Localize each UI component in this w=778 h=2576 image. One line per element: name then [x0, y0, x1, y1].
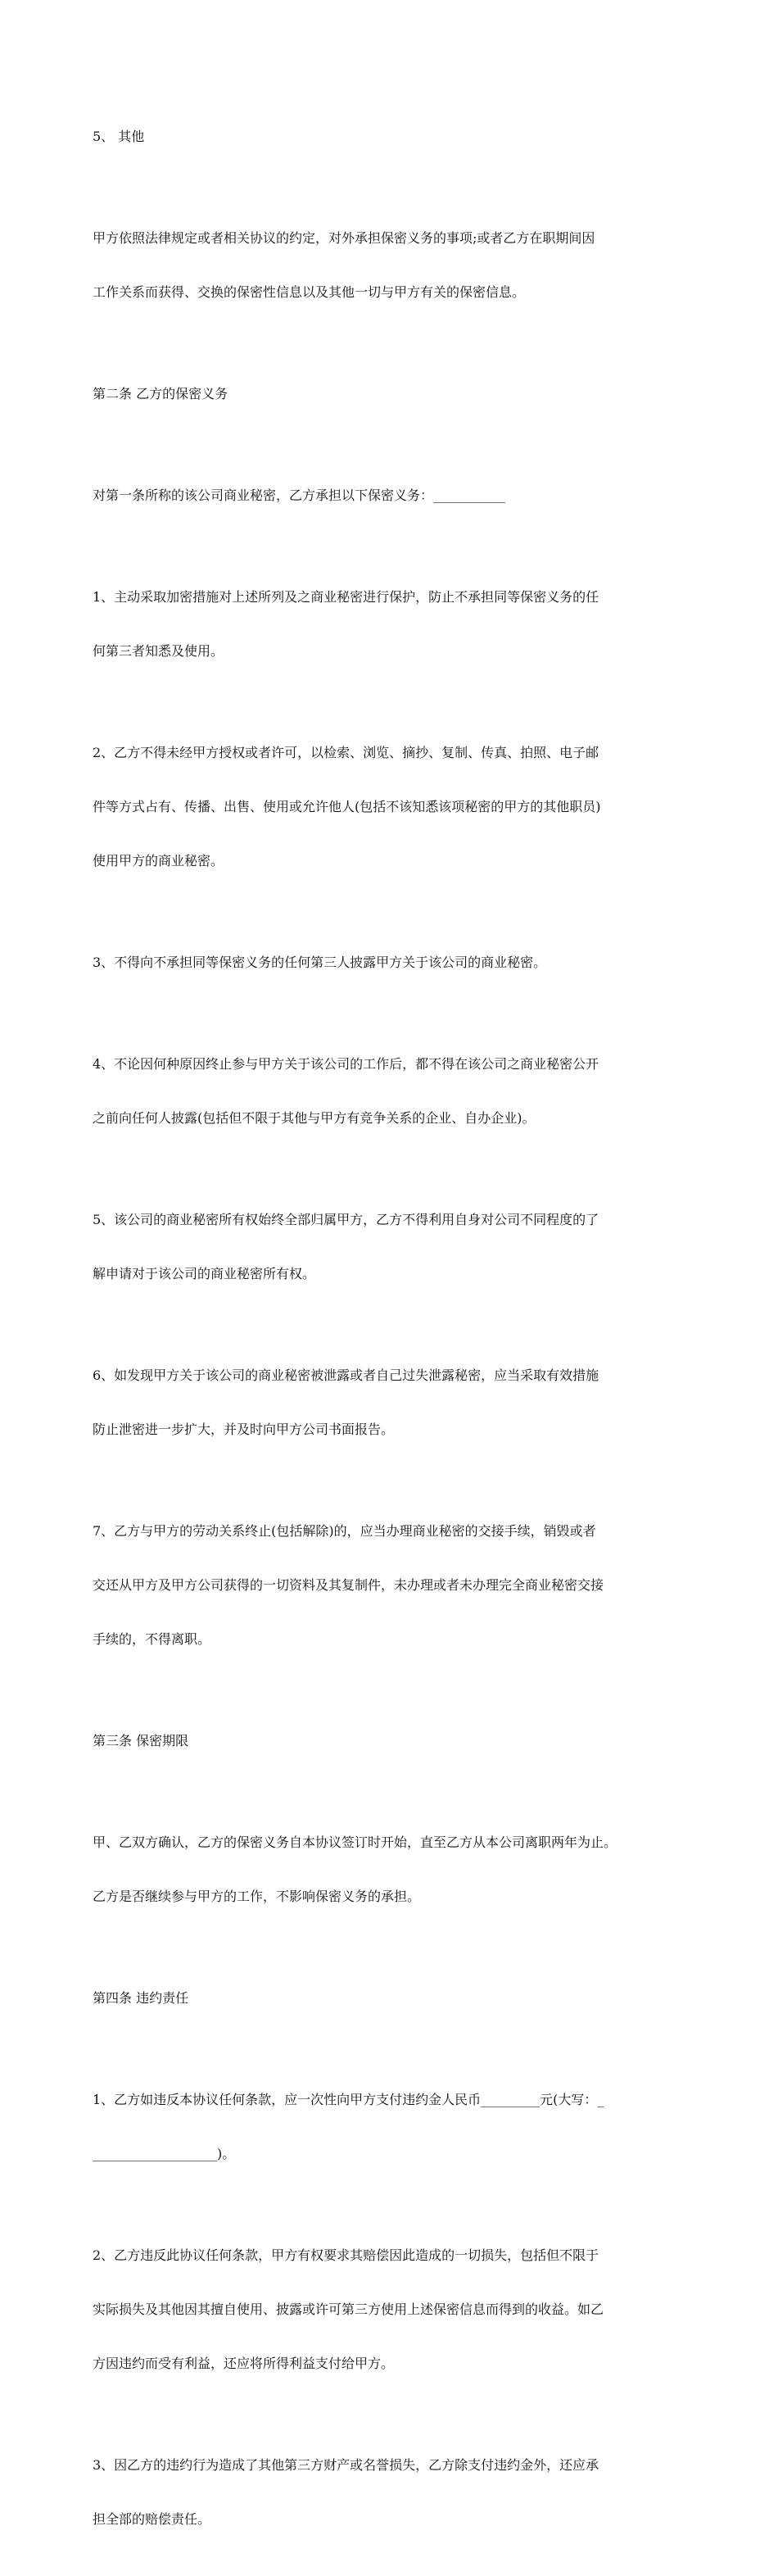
section-heading-other	[93, 92, 699, 182]
text-line: 甲、乙双方确认，乙方的保密义务自本协议签订时开始，直至乙方从本公司离职两年为止。	[93, 1834, 617, 1850]
text-line: 件等方式占有、传播、出售、使用或允许他人(包括不该知悉该项秘密的甲方的其他职员)	[93, 799, 601, 814]
list-item	[93, 708, 699, 906]
text-line: 何第三者知悉及使用。	[93, 643, 224, 659]
list-item	[93, 2211, 699, 2409]
text-line: 3、因乙方的违约行为造成了其他第三方财产或名誉损失，乙方除支付违约金外，还应承	[93, 2457, 599, 2473]
list-item	[93, 2055, 699, 2199]
paragraph	[93, 451, 699, 541]
article-heading	[93, 349, 699, 439]
text-line: 交还从甲方及甲方公司获得的一切资料及其复制件，未办理或者未办理完全商业秘密交接	[93, 1577, 604, 1593]
list-item	[93, 1175, 699, 1319]
list-item	[93, 1331, 699, 1475]
text-line: 1、主动采取加密措施对上述所列及之商业秘密进行保护，防止不承担同等保密义务的任	[93, 589, 599, 605]
list-item	[93, 1486, 699, 1685]
text-line: 7、乙方与甲方的劳动关系终止(包括解除)的，应当办理商业秘密的交接手续，销毁或者	[93, 1523, 596, 1539]
text-line: 第二条 乙方的保密义务	[93, 386, 228, 401]
text-line: 手续的，不得离职。	[93, 1631, 211, 1647]
text-line: 3、不得向不承担同等保密义务的任何第三人披露甲方关于该公司的商业秘密。	[93, 955, 547, 970]
text-line: 2、乙方违反此协议任何条款，甲方有权要求其赔偿因此造成的一切损失，包括但不限于	[93, 2247, 599, 2263]
paragraph	[93, 193, 699, 338]
text-line: 担全部的赔偿责任。	[93, 2511, 211, 2527]
paragraph	[93, 1798, 699, 1942]
text-line: 使用甲方的商业秘密。	[93, 853, 224, 868]
text-line: 甲方依照法律规定或者相关协议的约定，对外承担保密义务的事项;或者乙方在职期间因	[93, 230, 595, 246]
text-line: 1、乙方如违反本协议任何条款，应一次性向甲方支付违约金人民币_________元(大写：_	[93, 2092, 604, 2107]
text-line: ___________________)。	[93, 2146, 236, 2161]
list-item	[93, 552, 699, 696]
text-line: 之前向任何人披露(包括但不限于其他与甲方有竞争关系的企业、自办企业)。	[93, 1110, 536, 1126]
text-line: 6、如发现甲方关于该公司的商业秘密被泄露或者自己过失泄露秘密，应当采取有效措施	[93, 1367, 599, 1383]
list-item	[93, 918, 699, 1008]
text-line: 防止泄密进一步扩大，并及时向甲方公司书面报告。	[93, 1422, 395, 1437]
text-line: 乙方是否继续参与甲方的工作，不影响保密义务的承担。	[93, 1889, 421, 1904]
text-line: 5、该公司的商业秘密所有权始终全部归属甲方，乙方不得利用自身对公司不同程度的了	[93, 1212, 599, 1227]
text-line: 实际损失及其他因其擅自使用、披露或许可第三方使用上述保密信息而得到的收益。如乙	[93, 2302, 604, 2317]
text-line: 第三条 保密期限	[93, 1733, 189, 1748]
document-page	[93, 92, 699, 2576]
article-heading	[93, 1953, 699, 2043]
article-heading	[93, 1696, 699, 1786]
text-line: 5、 其他	[93, 129, 145, 144]
text-line: 解申请对于该公司的商业秘密所有权。	[93, 1266, 316, 1281]
text-line: 2、乙方不得未经甲方授权或者许可，以检索、浏览、摘抄、复制、传真、拍照、电子邮	[93, 745, 599, 760]
text-line: 工作关系而获得、交换的保密性信息以及其他一切与甲方有关的保密信息。	[93, 284, 526, 300]
text-line: 方因违约而受有利益，还应将所得利益支付给甲方。	[93, 2356, 395, 2371]
list-item	[93, 2420, 699, 2565]
text-line: 第四条 违约责任	[93, 1990, 189, 2006]
text-line: 对第一条所称的该公司商业秘密，乙方承担以下保密义务：___________	[93, 488, 506, 503]
text-line: 4、不论因何种原因终止参与甲方关于该公司的工作后，都不得在该公司之商业秘密公开	[93, 1056, 599, 1072]
list-item	[93, 1019, 699, 1163]
